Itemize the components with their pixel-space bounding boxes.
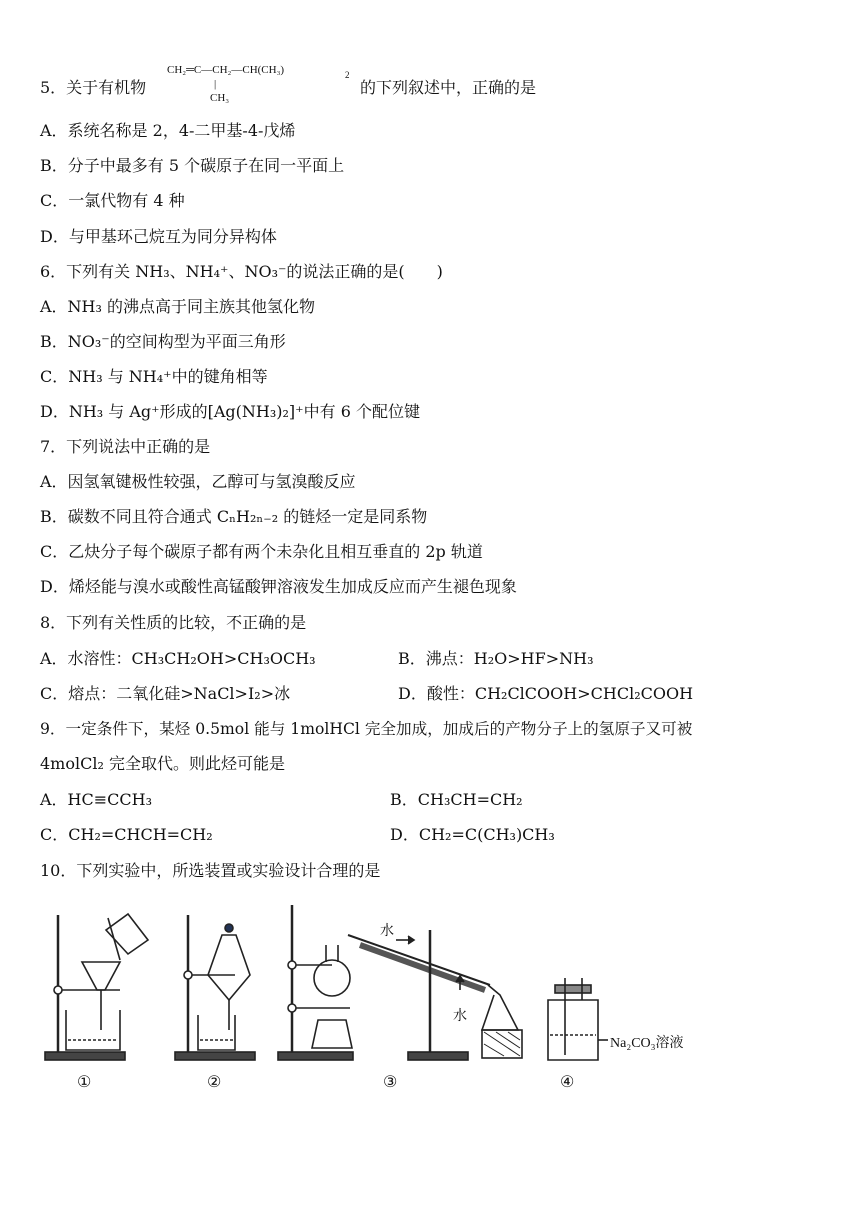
- figure-label-2: ②: [207, 1072, 222, 1091]
- q9-option-d: D．CH₂=C(CH₃)CH₃: [390, 825, 555, 844]
- q5-stem-post: 的下列叙述中，正确的是: [360, 78, 537, 97]
- q6-option-c: C．NH₃ 与 NH₄⁺中的键角相等: [40, 367, 268, 386]
- q8-option-a: A．水溶性：CH₃CH₂OH>CH₃OCH₃: [40, 649, 316, 668]
- q7-option-d: D．烯烃能与溴水或酸性高锰酸钾溶液发生加成反应而产生褪色现象: [40, 577, 517, 596]
- q8-option-b: B．沸点：H₂O>HF>NH₃: [398, 649, 594, 668]
- q9-stem-line2: 4molCl₂ 完全取代。则此烃可能是: [40, 754, 285, 773]
- water-outlet-label: 水: [453, 1008, 467, 1024]
- q7-stem: 7．下列说法中正确的是: [40, 437, 211, 456]
- q5-option-c: C．一氯代物有 4 种: [40, 191, 185, 210]
- q7-option-a: A．因氢氧键极性较强，乙醇可与氢溴酸反应: [40, 472, 356, 491]
- q8-option-d: D．酸性：CH₂ClCOOH>CHCl₂COOH: [398, 684, 694, 703]
- water-inlet-label: 水: [380, 923, 394, 939]
- distillation-apparatus: [278, 905, 522, 1060]
- figure-label-1: ①: [77, 1072, 92, 1091]
- q6-option-d: D．NH₃ 与 Ag⁺形成的[Ag(NH₃)₂]⁺中有 6 个配位键: [40, 402, 420, 421]
- formula-row1: CH₂═C—CH₂—CH(CH₃): [167, 64, 285, 76]
- filtration-apparatus: [45, 914, 148, 1060]
- q6-option-a: A．NH₃ 的沸点高于同主族其他氢化物: [40, 297, 316, 316]
- q9-option-c: C．CH₂=CHCH=CH₂: [40, 825, 213, 844]
- q9-option-b: B．CH₃CH=CH₂: [390, 790, 523, 809]
- figure-label-3: ③: [383, 1072, 398, 1091]
- separatory-funnel-apparatus: [175, 915, 255, 1060]
- q6-stem: 6．下列有关 NH₃、NH₄⁺、NO₃⁻的说法正确的是( ): [40, 262, 443, 281]
- q5-option-a: A．系统名称是 2，4-二甲基-4-戊烯: [40, 121, 296, 140]
- q8-option-c: C．熔点：二氧化硅>NaCl>I₂>冰: [40, 684, 291, 703]
- formula-bond: |: [214, 78, 217, 90]
- q6-option-b: B．NO₃⁻的空间构型为平面三角形: [40, 332, 286, 351]
- q5-stem-pre: 5．关于有机物: [40, 78, 147, 97]
- reagent-label: Na₂CO₃溶液: [610, 1036, 684, 1051]
- figure-label-4: ④: [560, 1072, 575, 1091]
- gas-washing-bottle: [548, 978, 608, 1060]
- q10-stem: 10．下列实验中，所选装置或实验设计合理的是: [40, 861, 381, 880]
- q5-option-d: D．与甲基环己烷互为同分异构体: [40, 227, 277, 246]
- q9-option-a: A．HC≡CCH₃: [40, 790, 153, 809]
- formula-row1-sub: 2: [345, 70, 350, 80]
- q5-option-b: B．分子中最多有 5 个碳原子在同一平面上: [40, 156, 345, 175]
- q7-option-c: C．乙炔分子每个碳原子都有两个未杂化且相互垂直的 2p 轨道: [40, 542, 483, 561]
- formula-row2: CH₃: [210, 92, 230, 104]
- q7-option-b: B．碳数不同且符合通式 CₙH₂ₙ₋₂ 的链烃一定是同系物: [40, 507, 428, 526]
- q8-stem: 8．下列有关性质的比较，不正确的是: [40, 613, 307, 632]
- q9-stem-line1: 9．一定条件下，某烃 0.5mol 能与 1molHCl 完全加成，加成后的产物分子上的氢原子又可被: [40, 720, 693, 738]
